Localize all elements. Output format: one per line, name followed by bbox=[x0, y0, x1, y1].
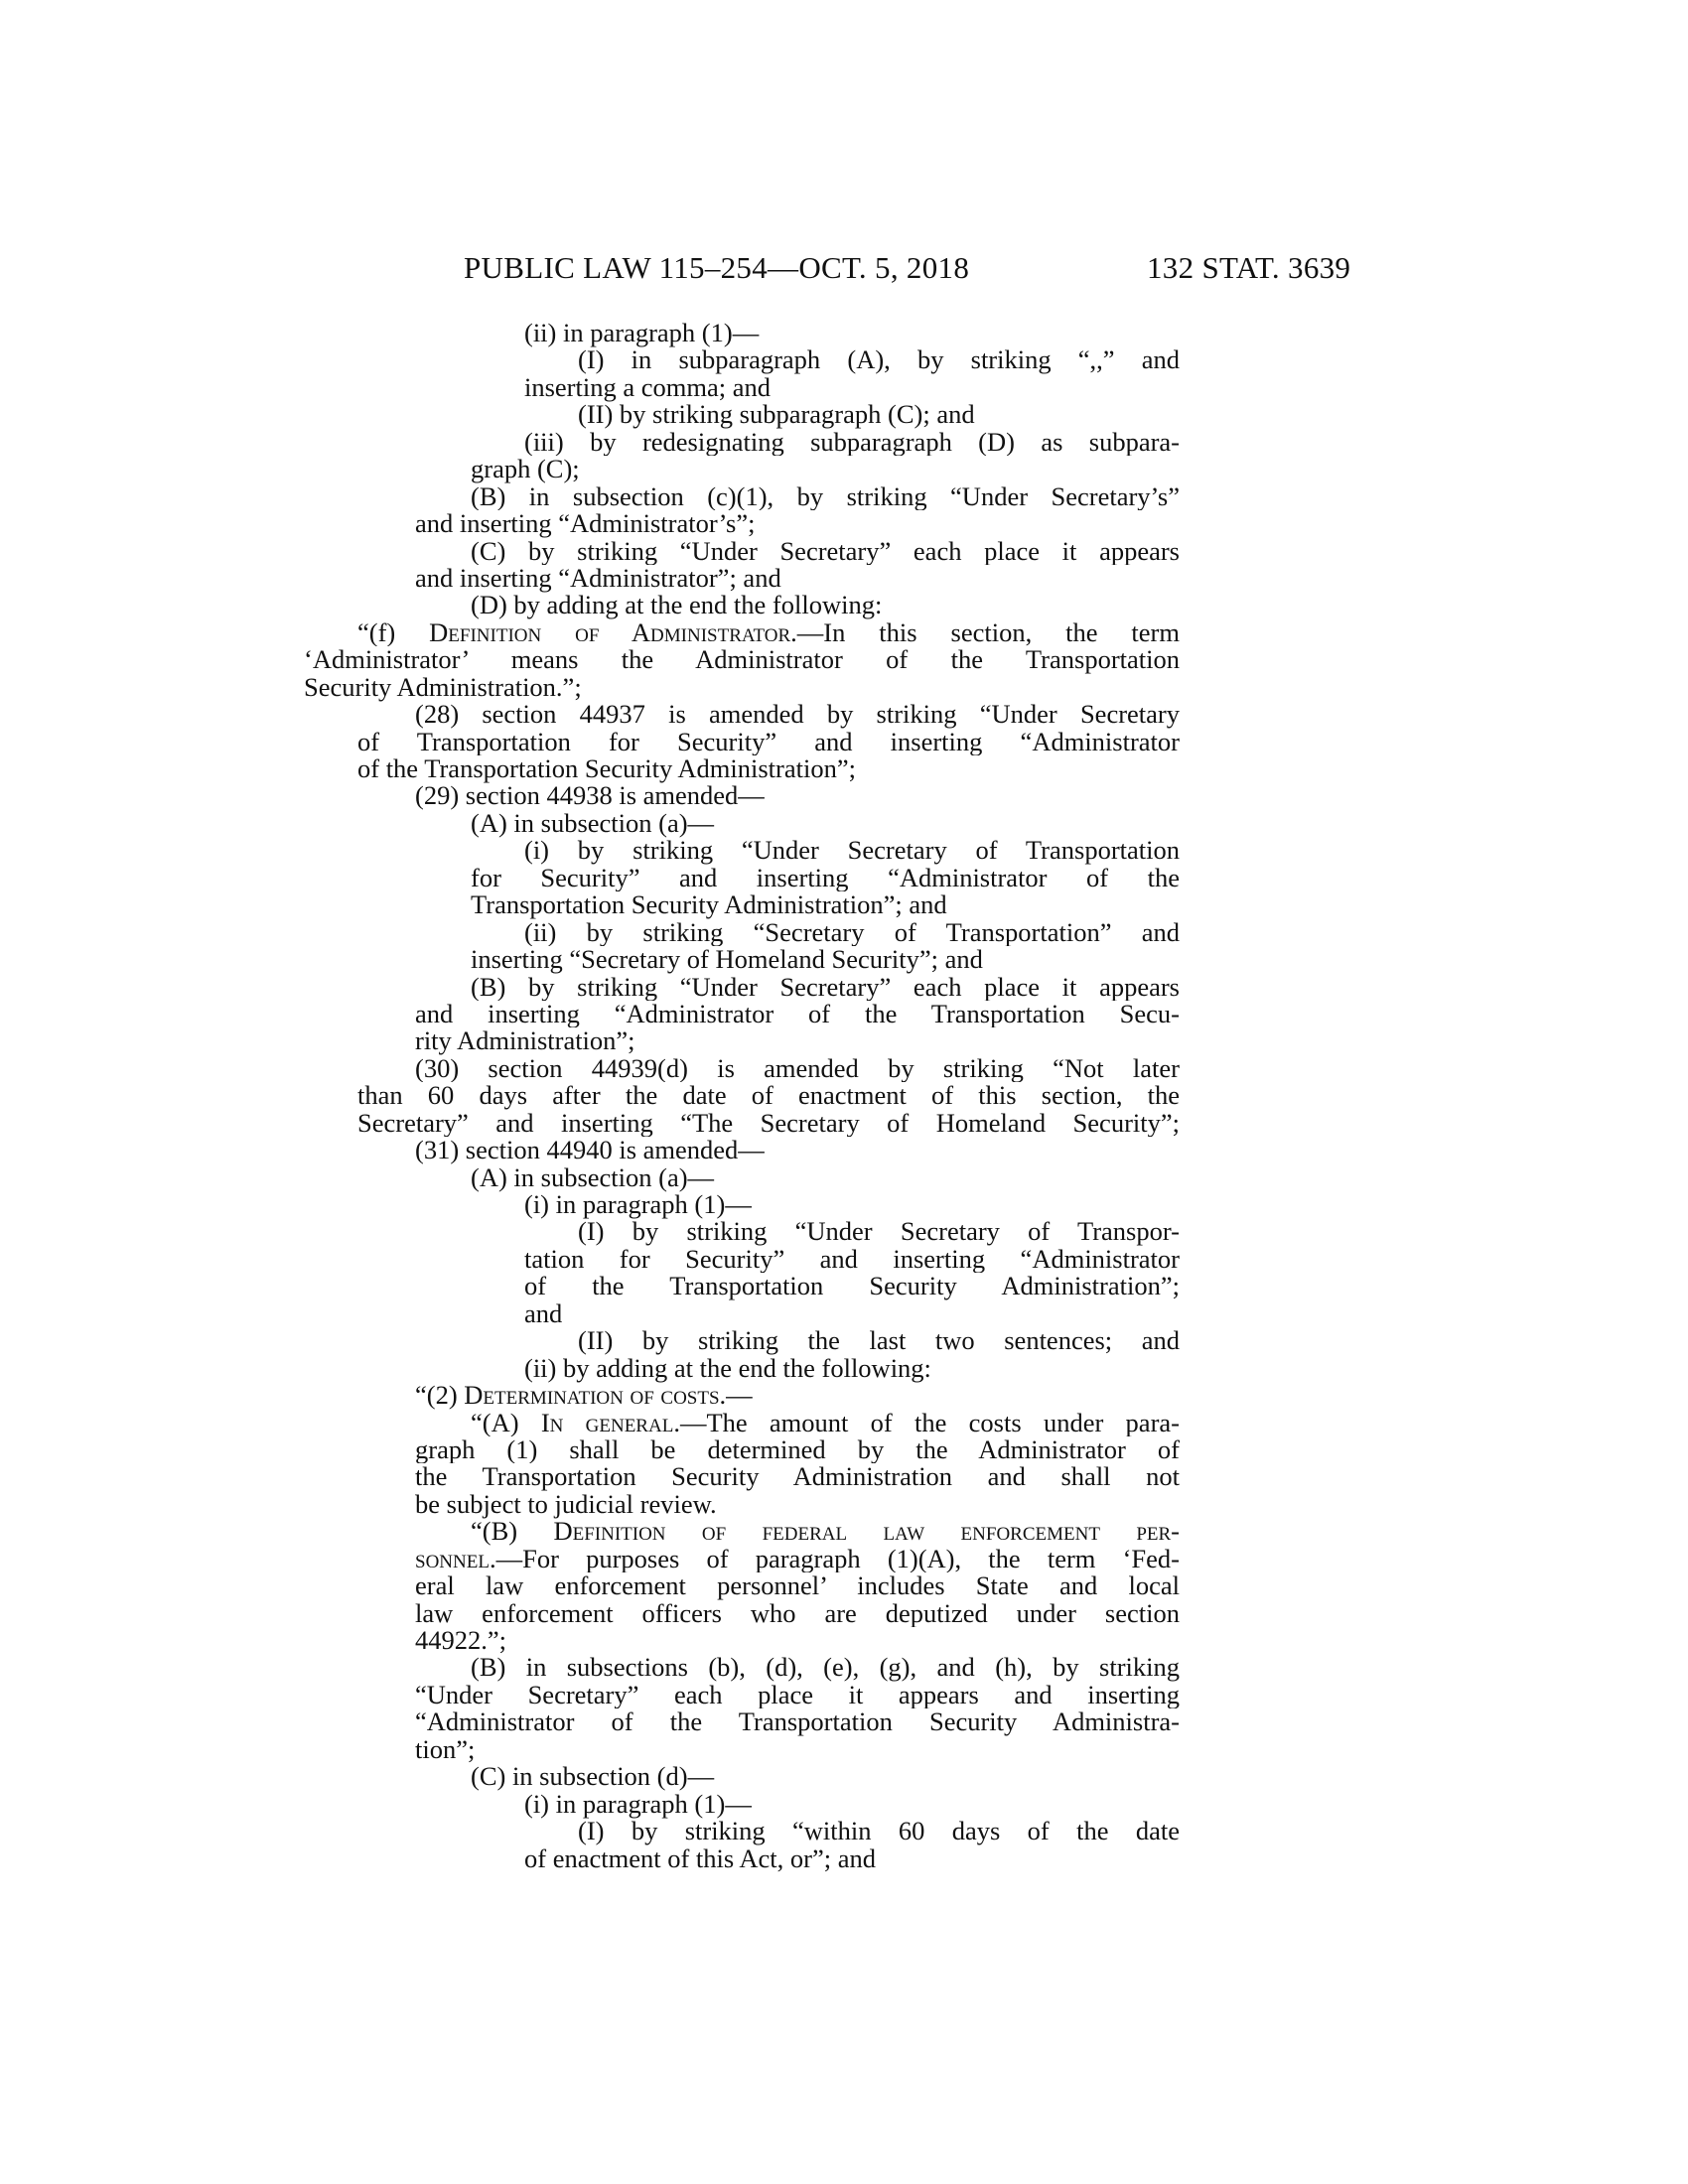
text-line: “(A) In general.—The amount of the costs under para- bbox=[471, 1409, 1180, 1436]
text-line: (30) section 44939(d) is amended by striking “Not later bbox=[415, 1054, 1180, 1083]
text-line: tation for Security” and inserting “Administrator bbox=[524, 1245, 1180, 1274]
text-line: eral law enforcement personnel’ includes State and local bbox=[415, 1572, 1180, 1600]
text-line: sonnel.—For purposes of paragraph (1)(A), the term ‘Fed- bbox=[415, 1545, 1180, 1573]
text-line: Transportation Security Administration”; and bbox=[471, 889, 947, 920]
statute-body bbox=[0, 320, 1688, 1872]
text-line: tion”; bbox=[415, 1733, 476, 1764]
text-line: “(f) Definition of Administrator.—In this section, the term bbox=[357, 618, 1180, 647]
text-line: (31) section 44940 is amended— bbox=[415, 1135, 765, 1165]
text-line: of Transportation for Security” and inserting “Administrator bbox=[357, 728, 1180, 755]
text-line: inserting a comma; and bbox=[524, 371, 771, 402]
text-line: “(2) Determination of costs.— bbox=[415, 1380, 753, 1411]
text-line: (II) by striking subparagraph (C); and bbox=[578, 399, 975, 430]
text-line: (B) in subsections (b), (d), (e), (g), and (h), by striking bbox=[471, 1654, 1180, 1682]
text-line: (29) section 44938 is amended— bbox=[415, 780, 765, 811]
text-line: (B) by striking “Under Secretary” each place it appears bbox=[471, 973, 1180, 1001]
text-line: and inserting “Administrator’s”; bbox=[415, 508, 756, 539]
text-line: (28) section 44937 is amended by striking “Under Secretary bbox=[415, 701, 1180, 729]
small-caps-heading: In general bbox=[540, 1409, 674, 1436]
text-line: (C) in subsection (d)— bbox=[471, 1761, 715, 1792]
text-line: (C) by striking “Under Secretary” each place it appears bbox=[471, 537, 1180, 565]
small-caps-heading: Determination of costs bbox=[464, 1380, 720, 1411]
text-line: of the Transportation Security Administration”; bbox=[524, 1273, 1180, 1300]
text-line: and inserting “Administrator”; and bbox=[415, 562, 781, 593]
text-line: (I) in subparagraph (A), by striking “,,” and bbox=[578, 346, 1180, 374]
text-line: for Security” and inserting “Administrator of the bbox=[471, 864, 1180, 892]
text-line: (ii) by striking “Secretary of Transportation” and bbox=[524, 918, 1180, 947]
text-line: and inserting “Administrator of the Transportation Secu- bbox=[415, 1000, 1180, 1028]
text-line: the Transportation Security Administration and shall not bbox=[415, 1463, 1180, 1491]
text-line: of the Transportation Security Administration”; bbox=[357, 753, 856, 783]
text-line: (I) by striking “Under Secretary of Transpor- bbox=[578, 1218, 1180, 1246]
text-line: “Under Secretary” each place it appears and inserting bbox=[415, 1681, 1180, 1709]
running-header-title: PUBLIC LAW 115–254—OCT. 5, 2018 bbox=[464, 250, 970, 285]
text-line: inserting “Secretary of Homeland Security”; and bbox=[471, 944, 983, 975]
text-line: law enforcement officers who are deputized under section bbox=[415, 1599, 1180, 1627]
text-line: (i) by striking “Under Secretary of Transportation bbox=[524, 837, 1180, 865]
text-line: ‘Administrator’ means the Administrator of the Transportation bbox=[304, 646, 1180, 674]
text-line: (II) by striking the last two sentences; and bbox=[578, 1327, 1180, 1355]
text-line: graph (1) shall be determined by the Administrator of bbox=[415, 1435, 1180, 1464]
text-line: (i) in paragraph (1)— bbox=[524, 1189, 752, 1219]
text-line: (A) in subsection (a)— bbox=[471, 1161, 715, 1192]
text-line: (iii) by redesignating subparagraph (D) as subpara- bbox=[524, 428, 1180, 457]
text-line: (D) by adding at the end the following: bbox=[471, 590, 883, 620]
small-caps-heading: sonnel bbox=[415, 1545, 490, 1573]
text-line: and bbox=[524, 1297, 563, 1328]
text-line: (ii) by adding at the end the following: bbox=[524, 1352, 931, 1383]
text-line: 44922.”; bbox=[415, 1625, 506, 1655]
text-line: of enactment of this Act, or”; and bbox=[524, 1843, 876, 1873]
text-line: Security Administration.”; bbox=[304, 671, 582, 702]
text-line: “(B) Definition of federal law enforcement per- bbox=[471, 1518, 1180, 1546]
text-line: (ii) in paragraph (1)— bbox=[524, 318, 760, 347]
small-caps-heading: Definition of Administrator bbox=[429, 618, 791, 647]
text-line: be subject to judicial review. bbox=[415, 1488, 717, 1519]
small-caps-heading: Definition of federal law enforcement per- bbox=[553, 1518, 1180, 1546]
text-line: (A) in subsection (a)— bbox=[471, 807, 715, 838]
text-line: rity Administration”; bbox=[415, 1025, 635, 1056]
text-line: (i) in paragraph (1)— bbox=[524, 1788, 752, 1819]
text-line: Secretary” and inserting “The Secretary of Homeland Security”; bbox=[357, 1109, 1180, 1138]
text-line: (B) in subsection (c)(1), by striking “Under Secretary’s” bbox=[471, 482, 1180, 511]
text-line: “Administrator of the Transportation Security Administra- bbox=[415, 1708, 1180, 1736]
text-line: than 60 days after the date of enactment of this section, the bbox=[357, 1082, 1180, 1110]
text-line: (I) by striking “within 60 days of the date bbox=[578, 1818, 1180, 1845]
page-citation: 132 STAT. 3639 bbox=[1147, 250, 1351, 285]
text-line: graph (C); bbox=[471, 454, 580, 484]
